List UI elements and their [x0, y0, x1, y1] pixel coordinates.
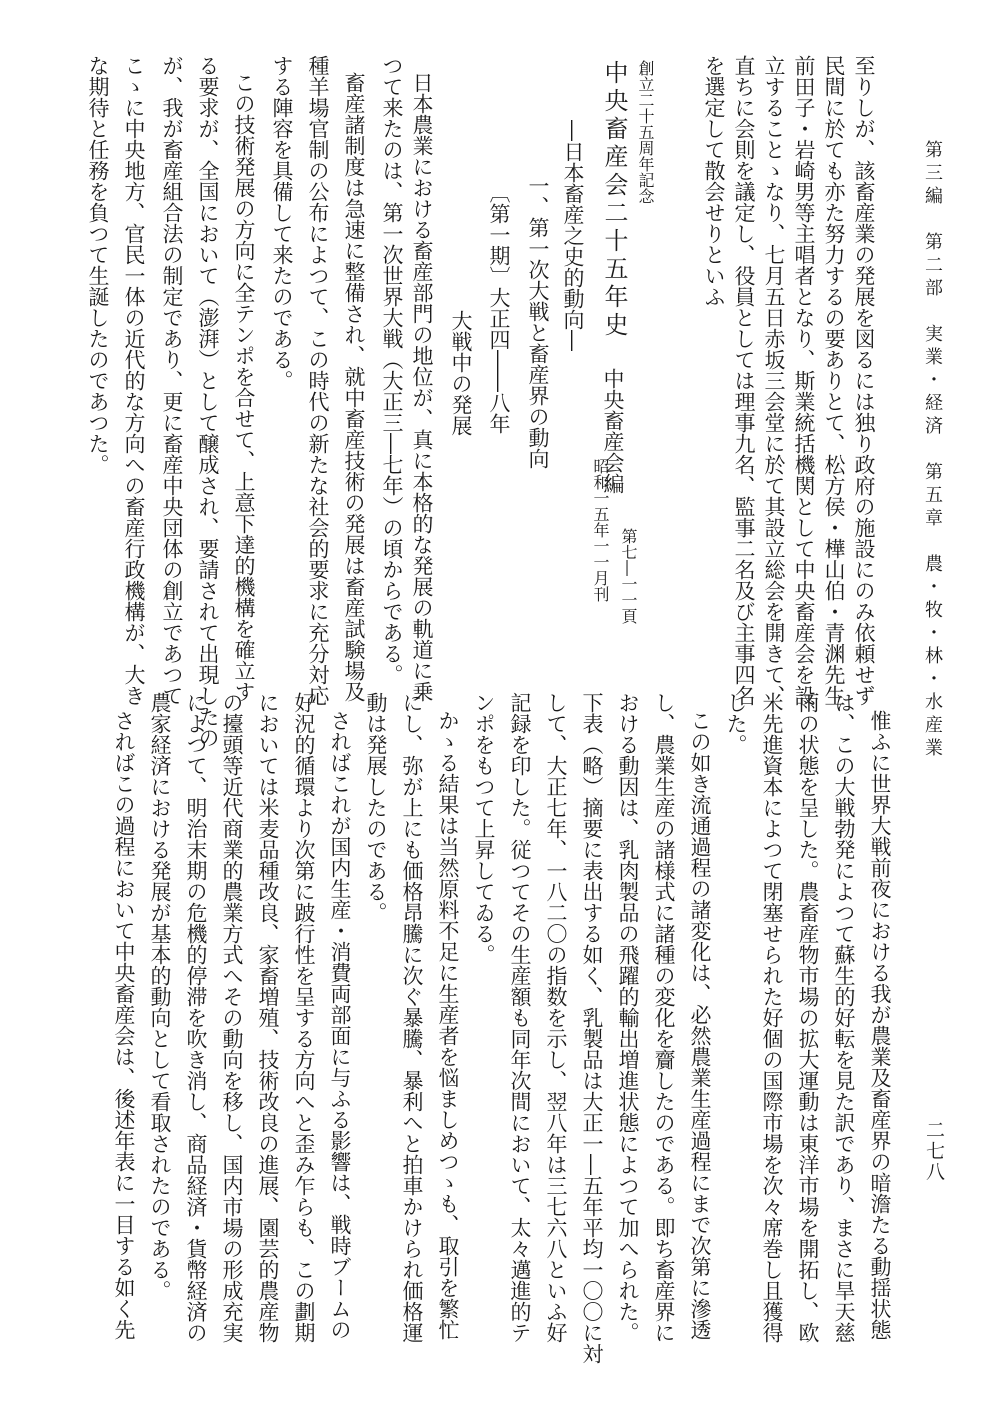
body-line: ンポをもつて上昇してゐる。 — [472, 692, 496, 965]
body-line: 記録を印した。従つてその生産額も同年次間において、太々邁進的テ — [508, 692, 532, 1343]
body-line: な期待と任務を負つて生誕したのであつた。 — [86, 55, 110, 475]
body-line: さればこれが国内生産・消費両部面に与ふる影響は、戦時ブームの — [328, 710, 352, 1340]
source-date: 昭和一五年一一月刊 — [591, 458, 610, 602]
text-line: を選定して散会せりといふ — [702, 55, 726, 307]
body-line: 下表（略）摘要に表出する如く、乳製品は大正一―五年平均一〇〇に対 — [580, 692, 604, 1364]
body-line: る要求が、全国において（澎湃）として醸成され、要請されて出現したの — [196, 55, 220, 748]
body-line: おける動因は、乳肉製品の飛躍的輸出増進状態によつて加へられた。 — [616, 692, 640, 1343]
source-subtitle: ―日本畜産之史的動向― — [561, 120, 585, 351]
body-line: 畜産諸制度は急速に整備され、就中畜産技術の発展は畜産試験場及 — [342, 72, 366, 702]
body-line: こゝに中央地方、官民一体の近代的な方向への畜産行政機構が、大き — [122, 55, 146, 706]
section-heading: 大戦中の発展 — [449, 310, 473, 436]
body-line: この如き流通過程の諸変化は、必然農業生産過程にまで次第に滲透 — [688, 710, 712, 1340]
text-line: 民間に於ても亦た努力するの要ありとて、松方侯・樺山伯・青渊先生 — [822, 55, 846, 706]
body-line: 動は発展したのである。 — [364, 692, 388, 923]
body-line: 米先進資本によつて閉塞せられた好個の国際市場を次々席巻し且獲得 — [760, 692, 784, 1343]
body-line: 好況的循環より次第に跛行性を呈する方向へと歪み乍らも、この劃期 — [292, 692, 316, 1343]
text-line: 立することゝなり、七月五日赤坂三会堂に於て其設立総会を開きて、 — [762, 55, 786, 706]
page-number: 二七八 — [923, 1120, 945, 1183]
body-line: し、農業生産の諸様式に諸種の変化を齎したのである。即ち畜産界に — [652, 692, 676, 1343]
body-line: かゝる結果は当然原料不足に生産者を悩ましめつゝも、取引を繁忙 — [436, 710, 460, 1340]
body-line: する陣容を具備して来たのである。 — [270, 55, 294, 391]
body-line: さればこの過程において中央畜産会は、後述年表に一目する如く先 — [112, 710, 136, 1340]
body-line: 日本農業における畜産部門の地位が、真に本格的な発展の軌道に乗 — [410, 72, 434, 702]
body-line: によつて、明治末期の危機的停滞を吹き消し、商品経済・貨幣経済の — [184, 692, 208, 1343]
period-heading: 〔第一期〕大正四――八年 — [487, 182, 511, 434]
body-line: は、この大戦勃発によつて蘇生的好転を見た訳であり、まさに旱天慈 — [832, 692, 856, 1343]
body-line: つて来たのは、第一次世界大戦（大正三―七年）の頃からである。 — [380, 55, 404, 685]
body-line: 種羊場官制の公布によつて、この時代の新たな社会的要求に充分対応 — [306, 55, 330, 706]
running-header: 第三編 第二部 実業・経済 第五章 農・牧・林・水産業 — [922, 140, 943, 761]
source-title: 中央畜産会二十五年史 — [600, 60, 628, 340]
body-line: 雨の状態を呈した。農畜産物市場の拡大運動は東洋市場を開拓し、欧 — [796, 692, 820, 1343]
body-line: 農家経済における発展が基本的動向として看取されたのである。 — [148, 692, 172, 1301]
body-line: が、我が畜産組合法の制定であり、更に畜産中央団体の創立であつて — [160, 55, 184, 706]
text-line: 前田子・岩崎男等主唱者となり、斯業統括機関として中央畜産会を設 — [792, 55, 816, 706]
source-editor: 中央畜産会編 — [601, 368, 625, 494]
body-line: においては米麦品種改良、家畜増殖、技術改良の進展、園芸的農産物 — [256, 692, 280, 1343]
body-line: して、大正七年、一八二〇の指数を示し、翌八年は三七六八といふ好 — [544, 692, 568, 1343]
text-line: 至りしが、該畜産業の発展を図るには独り政府の施設にのみ依頼せず — [852, 55, 876, 706]
source-pages: 第七―一一頁 — [619, 528, 638, 624]
body-line: 惟ふに世界大戦前夜における我が農業及畜産界の暗澹たる動揺状態 — [868, 710, 892, 1340]
source-label: 創立二十五周年記念 — [636, 60, 655, 204]
body-line: した。 — [724, 692, 748, 755]
text-line: 直ちに会則を議定し、役員としては理事九名、監事二名及び主事四名 — [732, 55, 756, 706]
body-line: にし、弥が上にも価格昂騰に次ぐ暴騰、暴利へと拍車かけられ価格運 — [400, 692, 424, 1343]
chapter-heading: 一、第一次大戦と畜産界の動向 — [526, 175, 550, 469]
body-line: この技術発展の方向に全テンポを合せて、上意下達的機構を確立す — [232, 72, 256, 702]
body-line: の擡頭等近代商業的農業方式へその動向を移し、国内市場の形成充実 — [220, 692, 244, 1343]
